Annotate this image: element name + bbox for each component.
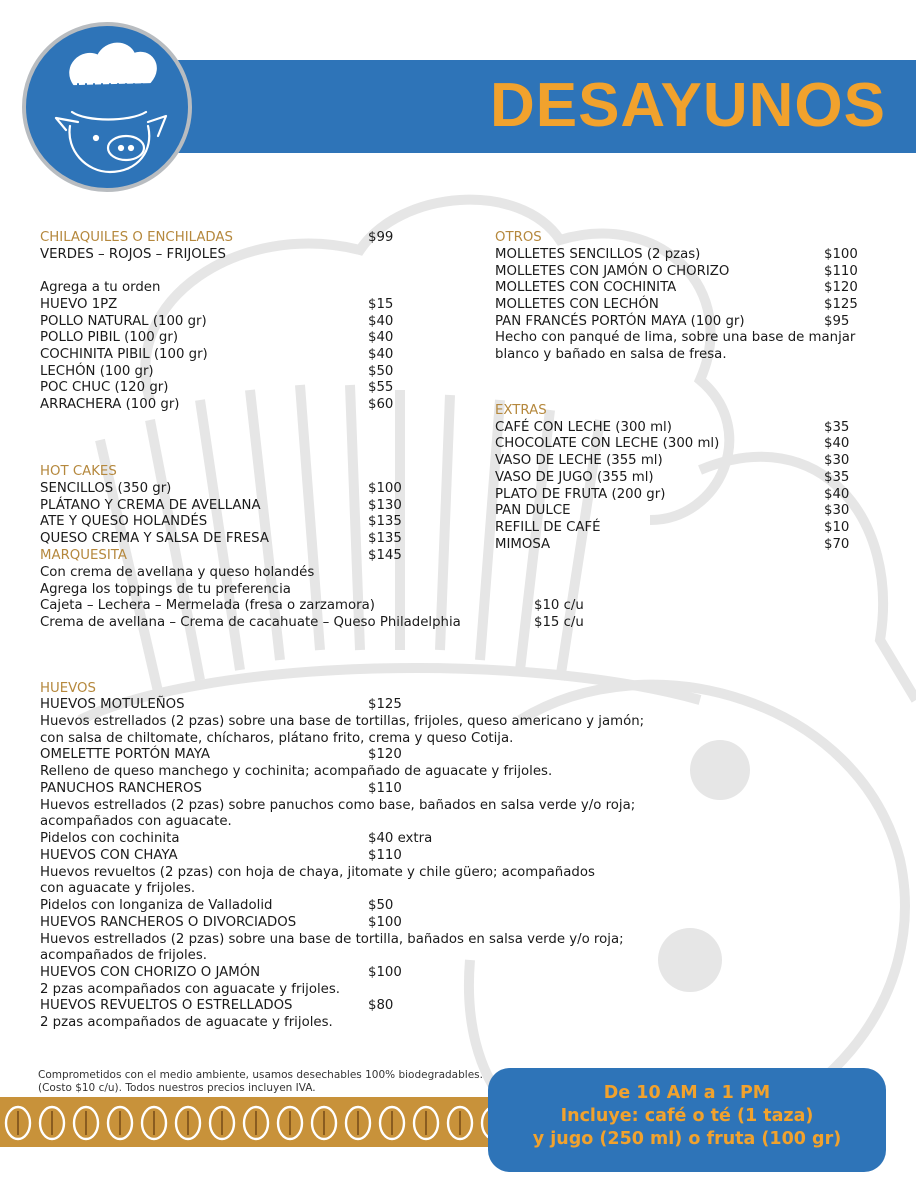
otros-item-name: MOLLETES CON JAMÓN O CHORIZO	[495, 264, 730, 279]
otros-item-name: MOLLETES CON LECHÓN	[495, 297, 659, 312]
addon-price: $40	[368, 314, 394, 329]
otros-item-name: PAN FRANCÉS PORTÓN MAYA (100 gr)	[495, 314, 745, 329]
extras-item-name: VASO DE LECHE (355 ml)	[495, 453, 663, 468]
extras-item-price: $70	[824, 537, 850, 552]
addon-name: COCHINITA PIBIL (100 gr)	[40, 347, 208, 362]
huevos-item-price: $80	[368, 998, 394, 1013]
decorative-strip	[0, 1097, 520, 1147]
otros-item-name: MOLLETES SENCILLOS (2 pzas)	[495, 247, 701, 262]
huevos-desc: 2 pzas acompañados con aguacate y frijoles.	[40, 982, 340, 997]
addon-price: $40	[368, 330, 394, 345]
huevos-item-name: PANUCHOS RANCHEROS	[40, 781, 202, 796]
huevos-desc: con salsa de chiltomate, chícharos, plátano frito, crema y queso Cotija.	[40, 731, 514, 746]
topping-name: Crema de avellana – Crema de cacahuate – Queso Philadelphia	[40, 615, 461, 630]
addon-name: LECHÓN (100 gr)	[40, 364, 154, 379]
chef-pig-logo-icon	[26, 26, 188, 188]
huevos-desc: Huevos estrellados (2 pzas) sobre una base de tortillas, frijoles, queso americano y jamón;	[40, 714, 645, 729]
extras-item-price: $40	[824, 436, 850, 451]
extras-item-name: CHOCOLATE CON LECHE (300 ml)	[495, 436, 720, 451]
extras-item-name: PLATO DE FRUTA (200 gr)	[495, 487, 666, 502]
addon-price: $55	[368, 380, 394, 395]
hotcakes-item-price: $135	[368, 531, 402, 546]
extras-item-price: $30	[824, 453, 850, 468]
hotcakes-item-name: ATE Y QUESO HOLANDÉS	[40, 514, 208, 529]
chilaquiles-title: CHILAQUILES O ENCHILADAS	[40, 230, 233, 245]
topping-name: Cajeta – Lechera – Mermelada (fresa o zarzamora)	[40, 598, 375, 613]
huevos-item-price: $110	[368, 781, 402, 796]
toppings-label: Agrega los toppings de tu preferencia	[40, 582, 291, 597]
huevos-desc: 2 pzas acompañados de aguacate y frijoles.	[40, 1015, 333, 1030]
huevos-item-price: $125	[368, 697, 402, 712]
huevos-item-name: OMELETTE PORTÓN MAYA	[40, 747, 211, 762]
addon-name: HUEVO 1PZ	[40, 297, 118, 312]
hotcakes-item-name: QUESO CREMA Y SALSA DE FRESA	[40, 531, 269, 546]
huevos-item-name: HUEVOS REVUELTOS O ESTRELLADOS	[40, 998, 293, 1013]
footer-note-line: Comprometidos con el medio ambiente, usamos desechables 100% biodegradables.	[38, 1069, 483, 1081]
extras-item-name: MIMOSA	[495, 537, 551, 552]
extras-item-price: $10	[824, 520, 850, 535]
extras-item-name: REFILL DE CAFÉ	[495, 520, 601, 535]
logo	[22, 22, 192, 192]
huevos-desc: Huevos estrellados (2 pzas) sobre una base de tortilla, bañados en salsa verde y/o roja;	[40, 932, 624, 947]
hotcakes-item-price: $135	[368, 514, 402, 529]
huevos-title: HUEVOS	[40, 681, 96, 696]
huevos-desc: Huevos revueltos (2 pzas) con hoja de chaya, jitomate y chile güero; acompañados	[40, 865, 595, 880]
extras-title: EXTRAS	[495, 403, 547, 418]
hotcakes-item-name: PLÁTANO Y CREMA DE AVELLANA	[40, 498, 261, 513]
addon-price: $50	[368, 364, 394, 379]
extras-item-name: CAFÉ CON LECHE (300 ml)	[495, 420, 672, 435]
addon-name: ARRACHERA (100 gr)	[40, 397, 180, 412]
otros-item-price: $110	[824, 264, 858, 279]
topping-price: $15 c/u	[534, 615, 584, 630]
marquesita-price: $145	[368, 548, 402, 563]
hotcakes-title: HOT CAKES	[40, 464, 117, 479]
otros-item-price: $120	[824, 280, 858, 295]
hours-line: De 10 AM a 1 PM	[603, 1083, 771, 1103]
otros-desc: Hecho con panqué de lima, sobre una base de manjar	[495, 330, 856, 345]
addon-price: $40	[368, 347, 394, 362]
huevos-extra-name: Pidelos con cochinita	[40, 831, 180, 846]
marquesita-title: MARQUESITA	[40, 548, 127, 563]
chilaquiles-price: $99	[368, 230, 394, 245]
huevos-item-name: HUEVOS CON CHORIZO O JAMÓN	[40, 965, 261, 980]
otros-item-price: $125	[824, 297, 858, 312]
huevos-item-price: $100	[368, 965, 402, 980]
addon-price: $15	[368, 297, 394, 312]
extras-item-name: PAN DULCE	[495, 503, 571, 518]
hotcakes-item-price: $100	[368, 481, 402, 496]
chilaquiles-addon-label: Agrega a tu orden	[40, 280, 161, 295]
topping-price: $10 c/u	[534, 598, 584, 613]
otros-item-price: $95	[824, 314, 850, 329]
huevos-item-name: HUEVOS MOTULEÑOS	[40, 697, 185, 712]
hours-line: y jugo (250 ml) o fruta (100 gr)	[532, 1129, 842, 1149]
huevos-item-price: $100	[368, 915, 402, 930]
chilaquiles-options: VERDES – ROJOS – FRIJOLES	[40, 247, 227, 262]
huevos-extra-price: $40 extra	[368, 831, 433, 846]
huevos-desc: acompañados con aguacate.	[40, 814, 232, 829]
huevos-extra-name: Pidelos con longaniza de Valladolid	[40, 898, 273, 913]
hotcakes-item-name: SENCILLOS (350 gr)	[40, 481, 172, 496]
extras-item-price: $30	[824, 503, 850, 518]
huevos-item-price: $110	[368, 848, 402, 863]
otros-desc: blanco y bañado en salsa de fresa.	[495, 347, 727, 362]
header-band	[150, 60, 916, 153]
extras-item-name: VASO DE JUGO (355 ml)	[495, 470, 654, 485]
footer-note	[38, 1069, 498, 1095]
otros-item-name: MOLLETES CON COCHINITA	[495, 280, 677, 295]
huevos-desc: con aguacate y frijoles.	[40, 881, 196, 896]
addon-name: POLLO NATURAL (100 gr)	[40, 314, 207, 329]
footer-note-line: (Costo $10 c/u). Todos nuestros precios incluyen IVA.	[38, 1082, 316, 1094]
huevos-item-name: HUEVOS RANCHEROS O DIVORCIADOS	[40, 915, 297, 930]
addon-name: POC CHUC (120 gr)	[40, 380, 169, 395]
marquesita-desc: Con crema de avellana y queso holandés	[40, 565, 315, 580]
huevos-item-price: $120	[368, 747, 402, 762]
hotcakes-item-price: $130	[368, 498, 402, 513]
addon-price: $60	[368, 397, 394, 412]
pepper-pattern-icon	[0, 1097, 520, 1147]
huevos-desc: acompañados de frijoles.	[40, 948, 207, 963]
otros-title: OTROS	[495, 230, 542, 245]
hours-box	[488, 1068, 886, 1172]
huevos-desc: Huevos estrellados (2 pzas) sobre panuchos como base, bañados en salsa verde y/o roja;	[40, 798, 636, 813]
extras-item-price: $35	[824, 470, 850, 485]
otros-item-price: $100	[824, 247, 858, 262]
huevos-extra-price: $50	[368, 898, 394, 913]
huevos-desc: Relleno de queso manchego y cochinita; acompañado de aguacate y frijoles.	[40, 764, 553, 779]
huevos-item-name: HUEVOS CON CHAYA	[40, 848, 178, 863]
extras-item-price: $35	[824, 420, 850, 435]
hours-line: Incluye: café o té (1 taza)	[560, 1106, 814, 1126]
addon-name: POLLO PIBIL (100 gr)	[40, 330, 179, 345]
page-title: DESAYUNOS	[489, 71, 886, 140]
extras-item-price: $40	[824, 487, 850, 502]
